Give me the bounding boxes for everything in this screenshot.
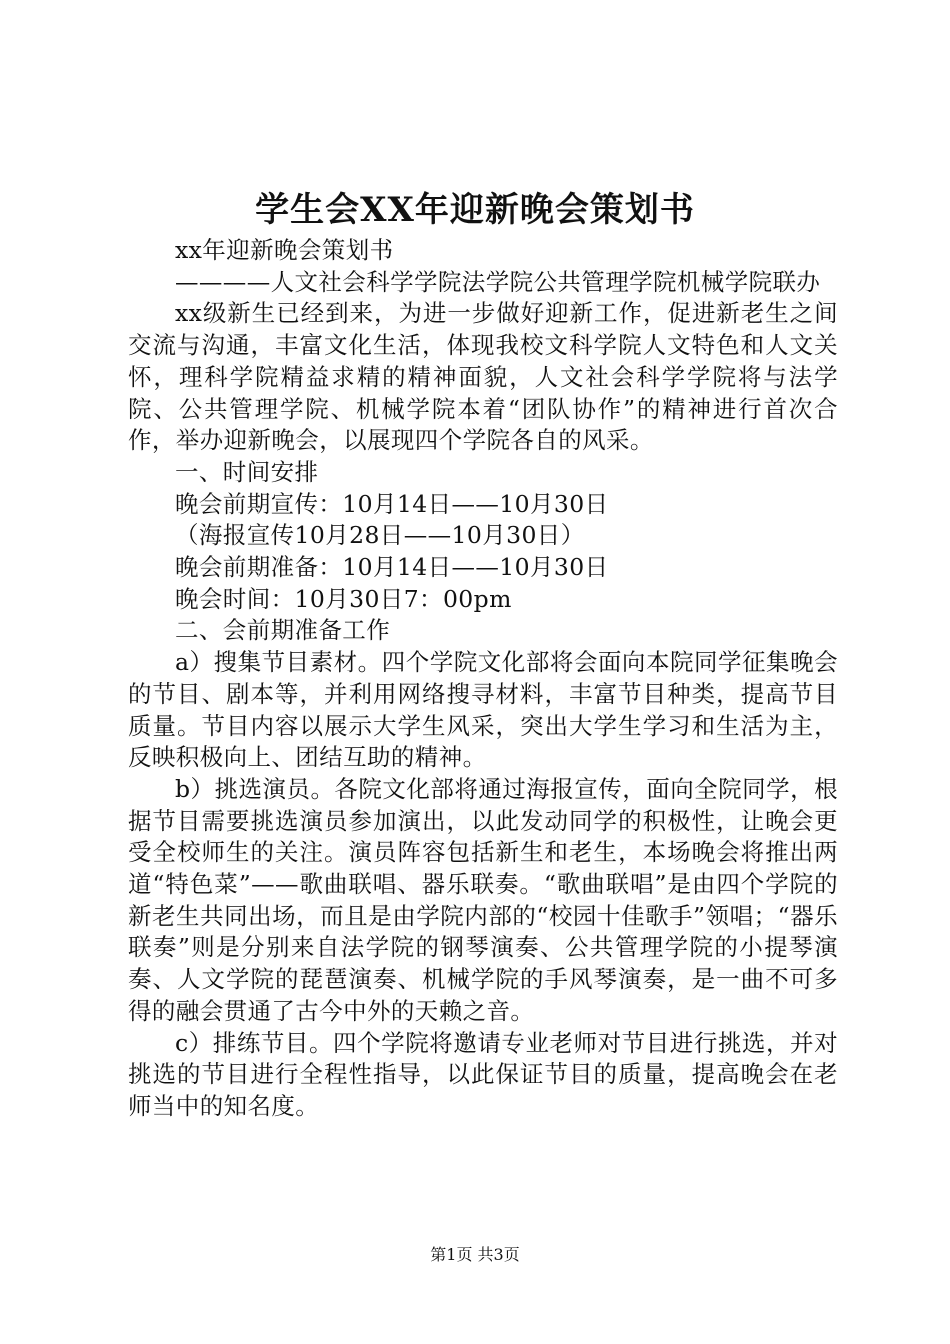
- paragraph-intro: xx级新生已经到来，为进一步做好迎新工作，促进新老生之间交流与沟通，丰富文化生活，体现我校文科学院人文特色和人文关怀，理科学院精益求精的精神面貌，人文社会科学学院将与法学院、公共管理学院、机械学院本着“团队协作”的精神进行首次合作，举办迎新晚会，以展现四个学院各自的风采。: [128, 299, 838, 455]
- section-heading-schedule: 一、时间安排: [175, 457, 319, 486]
- document-body: [128, 235, 838, 1123]
- paragraph-item-c: c）排练节目。四个学院将邀请专业老师对节目进行挑选，并对挑选的节目进行全程性指导，以此保证节目的质量，提高晚会在老师当中的知名度。: [128, 1028, 838, 1120]
- schedule-poster: （海报宣传10月28日——10月30日）: [175, 521, 585, 550]
- schedule-event-time: 晚会时间：10月30日7：00pm: [175, 584, 512, 613]
- page-footer: [0, 1244, 950, 1266]
- section-heading-preparation: 二、会前期准备工作: [175, 616, 391, 645]
- schedule-promotion: 晚会前期宣传：10月14日——10月30日: [175, 489, 609, 518]
- page-indicator: 第1页 共3页: [430, 1245, 520, 1264]
- schedule-preparation: 晚会前期准备：10月14日——10月30日: [175, 553, 609, 582]
- document-title: 学生会XX年迎新晚会策划书: [255, 190, 695, 230]
- paragraph-organizers: ————人文社会科学学院法学院公共管理学院机械学院联办: [175, 267, 821, 296]
- paragraph-item-b: b）挑选演员。各院文化部将通过海报宣传，面向全院同学，根据节目需要挑选演员参加演出，以此发动同学的积极性，让晚会更受全校师生的关注。演员阵容包括新生和老生，本场晚会将推出两道“特色菜”——歌曲联唱、器乐联奏。“歌曲联唱”是由四个学院的新老生共同出场，而且是由学院内部的“校园十佳歌手”领唱；“器乐联奏”则是分别来自法学院的钢琴演奏、公共管理学院的小提琴演奏、人文学院的琵琶演奏、机械学院的手风琴演奏，是一曲不可多得的融会贯通了古今中外的天赖之音。: [128, 774, 838, 1025]
- paragraph-item-a: a）搜集节目素材。四个学院文化部将会面向本院同学征集晚会的节目、剧本等，并利用网络搜寻材料，丰富节目种类，提高节目质量。节目内容以展示大学生风采，突出大学生学习和生活为主，反映积极向上、团结互助的精神。: [128, 648, 838, 772]
- paragraph-subtitle: xx年迎新晚会策划书: [175, 236, 394, 264]
